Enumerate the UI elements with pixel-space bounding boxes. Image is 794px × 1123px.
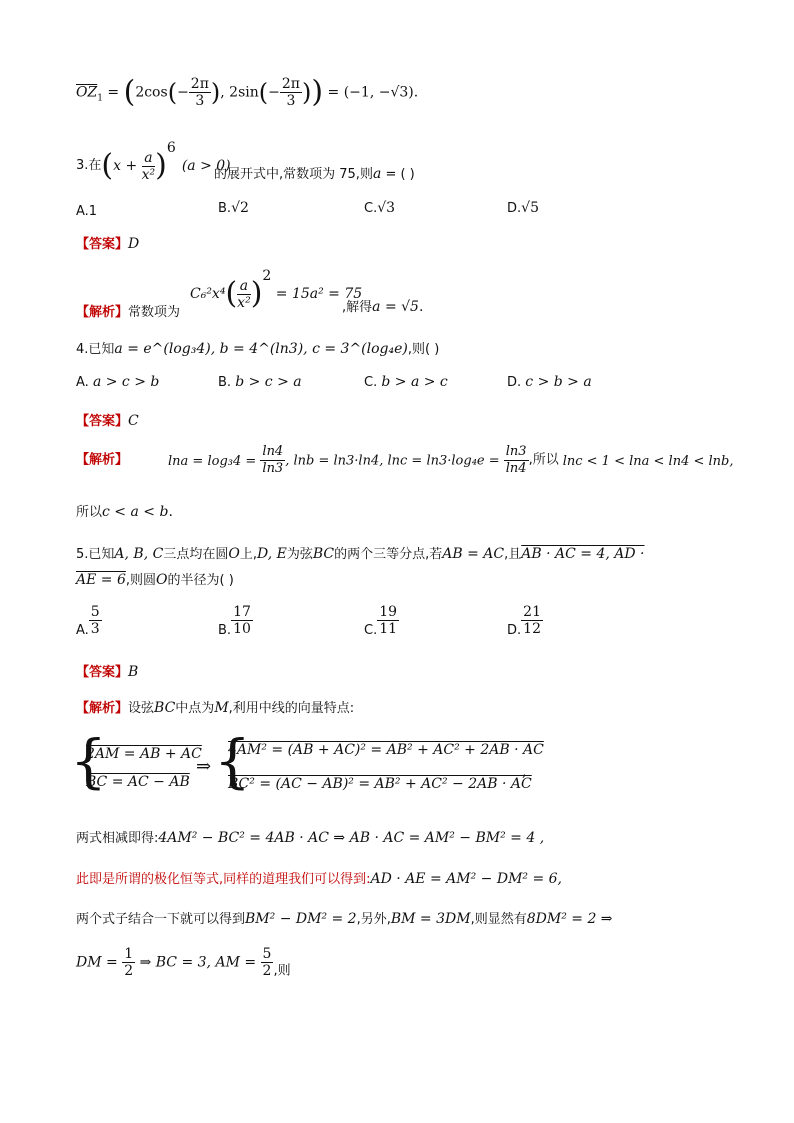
q5-polar-expr: AD · AE = AM² − DM² = 6, [370,871,563,887]
q3-x: x + [113,158,142,174]
q4-option-a[interactable] [76,374,159,390]
q5-option-a[interactable] [76,604,102,638]
q3-answer-tag: 【答案】 [76,237,129,252]
q3-an-frac-num: a [237,278,251,295]
q5-combine-expr1: BM² − DM² = 2 [245,911,357,927]
q3-option-b-math: √2 [231,200,249,216]
q3-stem-tail [214,164,415,185]
q5-a-den: 3 [90,621,100,637]
q3-an-right-paren: ) [250,276,263,311]
left-brace-2: { [214,727,251,795]
q4-option-b[interactable] [218,374,302,390]
sys-right-2-expr: BC² = (AC − AB)² = AB² + AC² − 2AB · AC [228,776,532,792]
q5-option-b-frac [231,604,253,637]
q5-number: 5.已知 [76,547,115,562]
q5-final-mid: ⇒ BC = 3, AM = [135,954,261,971]
q3-text: 的展开式中,常数项为 75,则 [214,167,373,182]
q3-var: a [372,166,382,182]
q5-c-den: 11 [379,621,398,637]
q3-exponent: 6 [166,140,176,156]
sys-right-1 [228,740,544,760]
q3-condition: (a > 0) [181,158,231,174]
q3-option-b-label: B. [218,201,232,216]
q5-cond2: AB · AC = 4, AD · [521,546,645,562]
q4-tail: ,则( ) [407,342,440,357]
sys-arrow [196,757,211,777]
left-paren: ( [123,74,136,110]
sys-right-1-expr: 4AM² = (AB + AC)² = AB² + AC² + 2AB · AC [228,742,544,758]
q5-t1: 三点均在圆 [163,547,229,562]
q5-sub-text: 两式相减即得: [76,831,159,846]
q4-option-d-label: D. [507,375,522,390]
sys-left-2-expr: BC = AC − AB [86,774,190,790]
q5-b-den: 10 [233,621,251,637]
q4-option-b-math: b > c > a [235,374,302,390]
sys-left-1 [86,744,202,764]
q5-line2-o: O [156,572,168,588]
angle-fraction-2 [280,76,302,109]
left-paren-small-2: ( [258,78,269,107]
q3-analysis-binomial: C₆²x⁴ [190,286,226,302]
q5-b-num: 17 [233,604,251,620]
q3-an-result: a = √5 [372,299,419,315]
q4-line2-expr: c < a < b [102,504,169,520]
oz-cos: 2cos [135,84,168,101]
q4-answer-value: C [128,413,139,429]
q5-final-text: ,则 [273,963,291,979]
q4-option-c-label: C. [364,375,378,390]
q5-combine-expr3: 8DM² = 2 ⇒ [526,911,613,927]
q5-polar-text: 此即是所谓的极化恒等式,同样的道理我们可以得到: [76,872,371,887]
q5-line2-expr: AE = 6 [76,572,126,588]
q5-points: A, B, C [114,546,164,562]
q4-an-expr2: , lnb = ln3·ln4, lnc = ln3·log₄e = [285,453,504,469]
q4-frac2-den: ln4 [505,461,527,476]
q4-analysis-line [76,444,734,477]
q3-analysis-expr [190,266,362,311]
oz-vector-line [76,76,418,109]
q3-option-d[interactable] [507,200,539,216]
q3-option-b[interactable] [218,200,249,216]
q5-option-c-label: C. [364,623,378,638]
q5-final-line [76,946,291,982]
q5-final-den2: 2 [262,963,272,979]
q3-an-left-paren: ( [225,276,238,311]
q3-frac-den: x² [141,166,156,183]
angle-fraction-1 [189,76,211,109]
q5-final-frac1 [122,946,135,979]
q5-answer-line [76,662,138,683]
q5-an-text2: 中点为 [175,701,215,716]
q3-left-paren: ( [101,148,114,183]
q5-cond1: AB = AC [442,546,505,562]
q5-option-d-label: D. [507,623,522,638]
q3-an-exponent: 2 [262,268,272,284]
q4-option-c-math: b > a > c [381,374,448,390]
q5-line2-text: ,则圆 [125,573,157,588]
q5-polar-line [76,869,562,890]
minus-sign-2: − [268,84,280,101]
q5-t5: ,且 [504,547,522,562]
q4-frac1-num: ln4 [262,444,284,459]
q5-combine-line [76,909,613,930]
q3-option-a-label: A.1 [76,204,98,219]
q3-tail: = ( ) [381,167,415,182]
sys-end-comma: , [522,764,527,780]
q5-circle-o: O [228,546,240,562]
q4-number: 4.已知 [76,342,115,357]
q5-answer-tag: 【答案】 [76,665,129,680]
sys-right-2 [228,774,532,794]
q3-stem [76,138,231,183]
q5-option-b-label: B. [218,623,232,638]
angle-den-2: 3 [286,93,296,109]
q5-bc: BC [312,546,335,562]
q5-option-d[interactable] [507,604,543,638]
q5-an-bc: BC [154,700,176,716]
q3-an-rest: = 15a² = 75 [271,286,363,302]
q4-an-expr1: lna = log₃4 = [168,453,261,469]
q4-line2-end: . [168,504,173,520]
q5-option-c-frac [377,604,399,637]
q4-stem [76,339,439,360]
q3-option-c-math: √3 [377,200,396,216]
q4-option-b-label: B. [218,375,232,390]
q5-combine-text2: ,另外, [356,912,391,927]
q3-option-c[interactable] [364,200,395,216]
angle-den: 3 [195,93,205,109]
q5-line2-tail: 的半径为( ) [167,573,234,588]
q3-analysis-result [342,297,423,318]
q5-t2: 上, [239,547,257,562]
q4-an-frac2 [504,444,529,477]
q3-answer-line [76,234,139,255]
q5-final-dm: DM = [76,954,123,971]
q4-an-frac1 [260,444,285,477]
q5-final-num1: 1 [124,946,134,962]
q5-sub-expr: 4AM² − BC² = 4AB · AC ⇒ AB · AC = AM² − BM² = 4 , [158,830,545,846]
q3-analysis-fraction [237,278,251,311]
q4-frac1-den: ln3 [262,461,284,476]
q5-stem-line2 [76,570,234,591]
q3-fraction [142,150,156,183]
q4-option-a-math: a > c > b [92,374,160,390]
q5-d-num: 21 [523,604,541,620]
q5-option-c[interactable] [364,604,399,638]
q4-an-mid: ,所以 [528,452,559,468]
right-paren-small: ) [210,78,221,107]
q5-option-a-frac [89,604,102,637]
q3-right-paren: ) [155,148,167,183]
q3-an-end: . [418,299,424,315]
q4-option-a-label: A. [76,375,89,390]
q5-analysis-line [76,698,354,719]
q4-option-d[interactable] [507,374,592,390]
q4-expr: a = e^(log₃4), b = 4^(ln3), c = 3^(log₄e) [114,341,408,357]
oz-result: = (−1, −√3). [323,84,419,101]
q5-option-a-label: A. [76,623,89,638]
q5-analysis-tag: 【解析】 [76,701,129,716]
q4-option-d-math: c > b > a [525,374,592,390]
oz-vector-symbol: $\overline{OZ}$ [76,84,98,101]
minus-sign: − [177,84,189,101]
right-paren-small-2: ) [302,78,312,107]
sys-end [522,762,526,782]
q3-frac-num: a [142,150,156,167]
q3-option-c-label: C. [364,201,378,216]
q3-number: 3.在 [76,158,102,173]
oz-subscript: 1 [97,93,103,104]
q5-answer-value: B [128,664,139,680]
q4-answer-line [76,411,139,432]
q3-an-frac-den: x² [237,294,251,311]
q4-analysis-line2 [76,502,173,523]
q5-c-num: 19 [379,604,398,620]
q5-a-num: 5 [90,604,100,620]
q5-an-text3: ,利用中线的向量特点: [228,701,355,716]
q3-option-d-label: D. [507,201,522,216]
oz-equals: = [102,84,124,101]
angle-num: 2π [190,76,209,92]
oz-sin: , 2sin [220,84,259,101]
q3-analysis-line [76,302,180,323]
q5-subtract-line [76,828,544,849]
q3-analysis-tag: 【解析】 [76,305,129,320]
q5-final-frac2 [261,946,274,979]
q5-t4: 的两个三等分点,若 [334,547,443,562]
q5-an-text1: 设弦 [128,701,155,716]
q4-analysis-tag: 【解析】 [76,452,129,468]
q5-de: D, E [256,546,287,562]
q5-final-den1: 2 [124,963,134,979]
q5-option-b[interactable] [218,604,253,638]
q4-an-expr3: lnc < 1 < lna < ln4 < lnb, [562,453,734,469]
right-paren: ) [311,74,324,110]
q5-stem [76,544,645,565]
sys-arrow-glyph: ⇒ [196,756,212,777]
q5-combine-text: 两个式子结合一下就可以得到 [76,912,246,927]
q3-answer-value: D [128,236,140,252]
q4-option-c[interactable] [364,374,448,390]
left-paren-small: ( [167,78,178,107]
q5-d-den: 12 [523,621,541,637]
sys-left-2 [86,772,190,792]
sys-left-1-expr: 2AM = AB + AC [86,746,202,762]
angle-num-2: 2π [281,76,300,92]
q3-an-mid: ,解得 [342,300,373,315]
q5-final-num2: 5 [262,946,272,962]
q4-frac2-num: ln3 [505,444,527,459]
q3-option-a[interactable] [76,203,97,219]
q5-t3: 为弦 [286,547,313,562]
q5-combine-text3: ,则显然有 [470,912,527,927]
q4-line2-text: 所以 [76,505,103,520]
q3-option-d-math: √5 [521,200,539,216]
q5-an-m: M [214,700,229,716]
q4-answer-tag: 【答案】 [76,414,129,429]
left-brace-1: { [70,727,107,795]
q3-analysis-text: 常数项为 [128,305,181,320]
q5-combine-expr2: BM = 3DM [390,911,471,927]
q5-option-d-frac [521,604,543,637]
